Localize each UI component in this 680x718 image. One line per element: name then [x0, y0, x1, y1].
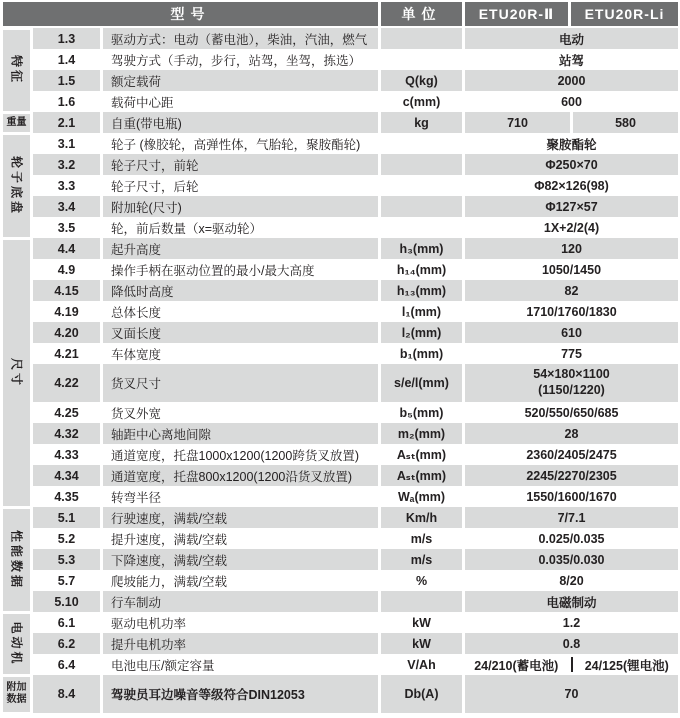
- table-header: [3, 2, 678, 26]
- row-description: 驾驶员耳边噪音等级符合DIN12053: [103, 675, 378, 713]
- category-label: [3, 677, 30, 712]
- row-description: 车体宽度: [111, 347, 162, 362]
- value-merged: 610: [465, 322, 678, 343]
- row-unit: b₅(mm): [399, 405, 444, 420]
- row-number: 1.5: [33, 70, 100, 91]
- row-description: 货叉外宽: [111, 406, 162, 421]
- row-number: 5.10: [33, 591, 100, 612]
- row-description: 自重(带电瓶): [103, 112, 378, 133]
- value-merged: 120: [465, 238, 678, 259]
- value-merged: 82: [465, 280, 678, 301]
- row-number: 3.1: [57, 136, 76, 151]
- row-description: 通道宽度，托盘800x1200(1200沿货叉放置): [103, 465, 378, 486]
- header-unit-label: 单位: [381, 2, 462, 26]
- row-number: 1.3: [33, 28, 100, 49]
- row-unit: [381, 154, 462, 175]
- row-number: 3.5: [57, 220, 76, 235]
- row-number: 4.35: [54, 489, 79, 504]
- row-unit: [381, 591, 462, 612]
- header-model-2: ETU20R-Li: [571, 2, 678, 26]
- category-label-text: 尺寸: [9, 357, 23, 388]
- row-number: 1.6: [57, 94, 76, 109]
- row-unit: Km/h: [381, 507, 462, 528]
- row-description: 电池电压/额定容量: [111, 658, 215, 673]
- spec-row: [33, 591, 678, 612]
- row-unit: %: [415, 573, 428, 588]
- row-unit: kW: [412, 615, 431, 630]
- row-unit: h₁₃(mm): [381, 280, 462, 301]
- spec-row: [33, 154, 678, 175]
- row-description: 货叉尺寸: [103, 364, 378, 402]
- row-description: 轮子尺寸，前轮: [103, 154, 378, 175]
- row-unit: m/s: [381, 549, 462, 570]
- row-description: 提升电机功率: [103, 633, 378, 654]
- row-description: 操作手柄在驱动位置的最小/最大高度: [111, 263, 315, 278]
- row-value: [465, 301, 678, 322]
- group-rows: [33, 238, 678, 507]
- category-label-text: 电动机: [9, 620, 23, 667]
- category-label: [3, 614, 30, 674]
- spec-row: [33, 280, 678, 301]
- row-number: 6.4: [57, 657, 76, 672]
- value-merged: 775: [561, 346, 582, 361]
- value-merged: 1.2: [562, 615, 581, 630]
- spec-row: [33, 259, 678, 280]
- value-merged: 1050/1450: [541, 262, 602, 277]
- value-merged: 70: [465, 675, 678, 713]
- row-unit: V/Ah: [407, 657, 436, 672]
- table-body: [3, 28, 678, 713]
- row-value: [465, 654, 678, 675]
- row-description: 额定载荷: [103, 70, 378, 91]
- spec-row: [33, 402, 678, 423]
- row-unit: kW: [381, 633, 462, 654]
- spec-row: [33, 549, 678, 570]
- row-value: [465, 49, 678, 70]
- group-rows: [33, 112, 678, 133]
- row-number: 4.4: [33, 238, 100, 259]
- row-unit: b₁(mm): [399, 346, 444, 361]
- row-number: 5.7: [57, 573, 76, 588]
- row-unit: Q(kg): [381, 70, 462, 91]
- row-unit: Db(A): [381, 675, 462, 713]
- value-merged: Φ82×126(98): [534, 178, 609, 193]
- category-label: [3, 30, 30, 111]
- value-merged: 7/7.1: [465, 507, 678, 528]
- value-merged: 电动: [465, 28, 678, 49]
- row-description: 驱动方式：电动（蓄电池），柴油，汽油，燃气: [103, 28, 378, 49]
- row-value: [465, 70, 678, 91]
- row-value: [465, 549, 678, 570]
- row-value: [465, 486, 678, 507]
- row-unit: [381, 28, 462, 49]
- spec-row: [33, 175, 678, 196]
- row-unit: l₁(mm): [401, 304, 442, 319]
- row-number: 4.9: [57, 262, 76, 277]
- row-value: [465, 217, 678, 238]
- spec-row: [33, 528, 678, 549]
- row-value: [465, 343, 678, 364]
- spec-row: [33, 675, 678, 713]
- row-unit: s/e/l(mm): [381, 364, 462, 402]
- row-number: 3.4: [33, 196, 100, 217]
- spec-row: [33, 49, 678, 70]
- value-model-2: 24/125(锂电池): [584, 658, 669, 673]
- category-label-text: 附加数据: [6, 682, 27, 705]
- row-unit: Wₐ(mm): [397, 489, 446, 504]
- row-description: 驾驶方式（手动，步行，站驾，坐驾，拣选）: [111, 53, 362, 68]
- row-description: 转弯半径: [111, 490, 162, 505]
- header-model-label: 型号: [3, 2, 378, 26]
- spec-row: [33, 112, 678, 133]
- row-value: [465, 507, 678, 528]
- row-value: [465, 612, 678, 633]
- spec-group: [3, 28, 678, 112]
- spec-row: [33, 423, 678, 444]
- row-unit: [381, 49, 462, 70]
- value-merged: 2000: [465, 70, 678, 91]
- value-merged: 600: [561, 94, 582, 109]
- category-label-text: 性能数据: [9, 529, 23, 590]
- spec-row: [33, 465, 678, 486]
- spec-row: [33, 570, 678, 591]
- row-unit: m/s: [410, 531, 433, 546]
- spec-row: [33, 633, 678, 654]
- category-label: [3, 114, 30, 132]
- row-description: 爬坡能力，满载/空载: [111, 574, 227, 589]
- row-description: 总体长度: [111, 305, 162, 320]
- value-merged: 聚胺酯轮: [546, 137, 597, 152]
- row-description: 提升速度，满载/空载: [111, 532, 227, 547]
- group-rows: [33, 133, 678, 238]
- row-unit: [381, 196, 462, 217]
- row-value: [465, 238, 678, 259]
- row-value: [465, 465, 678, 486]
- row-value: [465, 364, 678, 402]
- value-merged: Φ127×57: [465, 196, 678, 217]
- row-value: [465, 633, 678, 654]
- row-number: 2.1: [33, 112, 100, 133]
- value-model-1: 710: [465, 112, 570, 133]
- value-merged: Φ250×70: [465, 154, 678, 175]
- value-merged: 520/550/650/685: [524, 405, 619, 420]
- row-value: [465, 112, 678, 133]
- value-merged: 0.025/0.035: [538, 531, 605, 546]
- row-value: [465, 28, 678, 49]
- row-description: 附加轮(尺寸): [103, 196, 378, 217]
- category-label-text: 轮子底盘: [9, 155, 23, 216]
- row-value: [465, 91, 678, 112]
- spec-row: [33, 364, 678, 402]
- row-value: [465, 570, 678, 591]
- value-merged: 1X+2/2(4): [543, 220, 600, 235]
- row-value: [465, 423, 678, 444]
- value-merged: 2245/2270/2305: [465, 465, 678, 486]
- category-label: [3, 509, 30, 611]
- row-unit: [381, 133, 462, 154]
- row-value: [465, 322, 678, 343]
- row-value: [465, 402, 678, 423]
- row-number: 4.34: [33, 465, 100, 486]
- row-unit: c(mm): [402, 94, 441, 109]
- row-number: 4.32: [33, 423, 100, 444]
- spec-group: [3, 238, 678, 507]
- category-label-text: 特征: [9, 54, 23, 86]
- value-merged: 1550/1600/1670: [526, 489, 617, 504]
- spec-row: [33, 133, 678, 154]
- row-unit: [381, 217, 462, 238]
- spec-group: [3, 133, 678, 238]
- spec-row: [33, 28, 678, 49]
- group-rows: [33, 28, 678, 112]
- spec-row: [33, 444, 678, 465]
- row-number: 1.4: [57, 52, 76, 67]
- row-number: 4.19: [54, 304, 79, 319]
- row-unit: m₂(mm): [381, 423, 462, 444]
- value-model-1: 24/210(蓄电池): [474, 658, 559, 673]
- spec-row: [33, 507, 678, 528]
- spec-row: [33, 70, 678, 91]
- row-number: 4.22: [33, 364, 100, 402]
- row-value: [465, 133, 678, 154]
- row-unit: l₂(mm): [381, 322, 462, 343]
- row-value: [465, 196, 678, 217]
- group-rows: [33, 612, 678, 675]
- value-merged: 电磁制动: [465, 591, 678, 612]
- category-label: [3, 135, 30, 237]
- value-divider: [571, 657, 573, 672]
- spec-row: [33, 238, 678, 259]
- row-number: 4.21: [54, 346, 79, 361]
- spec-group: [3, 612, 678, 675]
- row-value: [465, 444, 678, 465]
- row-unit: [381, 175, 462, 196]
- spec-row: [33, 217, 678, 238]
- row-unit: h₁₄(mm): [396, 262, 447, 277]
- row-value: [465, 591, 678, 612]
- row-unit: kg: [381, 112, 462, 133]
- row-value: [465, 154, 678, 175]
- spec-row: [33, 301, 678, 322]
- group-rows: [33, 507, 678, 612]
- row-description: 降低时高度: [103, 280, 378, 301]
- spec-row: [33, 196, 678, 217]
- category-label: [3, 240, 30, 506]
- value-merged: 0.8: [465, 633, 678, 654]
- value-line: 54×180×1100: [533, 367, 610, 382]
- row-description: 驱动电机功率: [111, 616, 187, 631]
- row-number: 6.1: [57, 615, 76, 630]
- row-description: 轮子 (橡胶轮，高弹性体，气胎轮，聚胺酯轮): [111, 137, 361, 152]
- spec-row: [33, 486, 678, 507]
- value-merged: 1710/1760/1830: [526, 304, 617, 319]
- row-number: 4.25: [54, 405, 79, 420]
- spec-group: [3, 112, 678, 133]
- value-model-2: 580: [573, 112, 678, 133]
- row-value: [465, 528, 678, 549]
- row-unit: Aₛₜ(mm): [381, 465, 462, 486]
- row-description: 起升高度: [103, 238, 378, 259]
- row-number: 3.3: [57, 178, 76, 193]
- row-number: 4.20: [33, 322, 100, 343]
- row-description: 叉面长度: [103, 322, 378, 343]
- value-line: (1150/1220): [538, 383, 605, 397]
- row-description: 载荷中心距: [111, 95, 174, 110]
- row-number: 5.3: [33, 549, 100, 570]
- row-unit: Aₛₜ(mm): [396, 448, 447, 462]
- spec-group: [3, 675, 678, 713]
- row-description: 轴距中心离地间隙: [103, 423, 378, 444]
- spec-row: [33, 612, 678, 633]
- row-description: 行驶速度，满载/空载: [103, 507, 378, 528]
- row-description: 轮子尺寸，后轮: [111, 179, 199, 194]
- value-merged: [465, 364, 678, 402]
- spec-row: [33, 91, 678, 112]
- row-unit: h₃(mm): [381, 238, 462, 259]
- row-value: [465, 175, 678, 196]
- row-description: 轮，前后数量（x=驱动轮）: [111, 221, 263, 236]
- value-merged: 0.035/0.030: [465, 549, 678, 570]
- value-merged: 28: [465, 423, 678, 444]
- spec-row: [33, 343, 678, 364]
- row-number: 3.2: [33, 154, 100, 175]
- category-label-text: 重量: [6, 116, 27, 128]
- row-number: 4.33: [54, 447, 79, 462]
- row-number: 8.4: [33, 675, 100, 713]
- row-description: 下降速度，满载/空载: [103, 549, 378, 570]
- row-value: [465, 259, 678, 280]
- value-merged: 2360/2405/2475: [526, 447, 617, 462]
- spec-row: [33, 654, 678, 675]
- row-number: 5.2: [57, 531, 76, 546]
- header-model-1: ETU20R-Ⅱ: [465, 2, 568, 26]
- spec-group: [3, 507, 678, 612]
- row-value: [465, 280, 678, 301]
- row-number: 5.1: [33, 507, 100, 528]
- row-description: 行车制动: [103, 591, 378, 612]
- value-merged: 站驾: [558, 53, 584, 68]
- row-number: 6.2: [33, 633, 100, 654]
- row-number: 4.15: [33, 280, 100, 301]
- row-value: [465, 675, 678, 713]
- row-description: 通道宽度，托盘1000x1200(1200跨货叉放置): [111, 448, 359, 463]
- spec-row: [33, 322, 678, 343]
- value-merged: 8/20: [559, 573, 584, 588]
- group-rows: [33, 675, 678, 713]
